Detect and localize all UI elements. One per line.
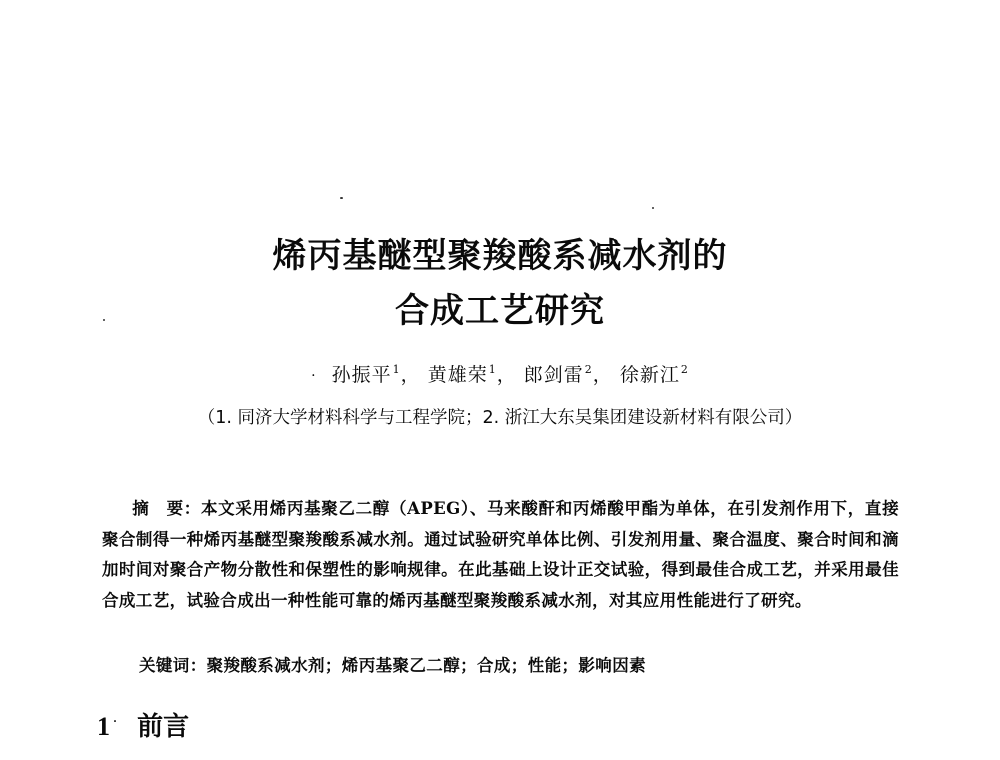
abstract-text: 本文采用烯丙基聚乙二醇（APEG）、马来酸酐和丙烯酸甲酯为单体，在引发剂作用下，直接聚合制得一种烯丙基醚型聚羧酸系减水剂。通过试验研究单体比例、引发剂用量、聚合温度、聚合时间和滴加时间对聚合产物分散性和保塑性的影响规律。在此基础上设计正交试验，得到最佳合成工艺，并采用最佳合成工艺，试验合成出一种性能可靠的烯丙基醚型聚羧酸系减水剂，对其应用性能进行了研究。 — [102, 499, 899, 610]
author-name: 郎剑雷 — [523, 364, 584, 386]
scan-speck — [652, 207, 654, 209]
section-heading — [97, 706, 189, 743]
author-separator: ， — [400, 364, 421, 386]
keywords — [139, 652, 646, 676]
section-number-text: 1 — [97, 712, 110, 741]
section-title: 前言 — [137, 712, 190, 742]
scan-mark: · — [112, 714, 117, 728]
author-separator: ， — [496, 364, 517, 386]
paper-title-line-2: 合成工艺研究 — [395, 291, 605, 331]
author-name: 孙振平 — [331, 364, 392, 386]
author-separator: ， — [592, 364, 613, 386]
abstract-label: 摘 要： — [132, 499, 201, 518]
author-affiliation-mark: 2 — [680, 363, 689, 376]
author-affiliation-mark: 2 — [584, 363, 593, 376]
author-name: 徐新江 — [619, 364, 680, 386]
abstract — [102, 494, 899, 616]
author-affiliation-mark: 1 — [392, 363, 401, 376]
author-bullet: · — [311, 368, 317, 384]
keywords-text: 聚羧酸系减水剂；烯丙基聚乙二醇；合成；性能；影响因素 — [206, 656, 647, 675]
affiliations: （1. 同济大学材料科学与工程学院；2. 浙江大东吴集团建设新材料有限公司） — [197, 408, 803, 428]
author-list — [0, 360, 1000, 387]
keywords-label: 关键词： — [139, 656, 207, 675]
author-affiliation-mark: 1 — [488, 363, 497, 376]
paper-title-line-1: 烯丙基醚型聚羧酸系减水剂的 — [272, 236, 728, 276]
section-number — [97, 712, 117, 741]
scan-speck — [340, 197, 343, 199]
author-name: 黄雄荣 — [427, 364, 488, 386]
